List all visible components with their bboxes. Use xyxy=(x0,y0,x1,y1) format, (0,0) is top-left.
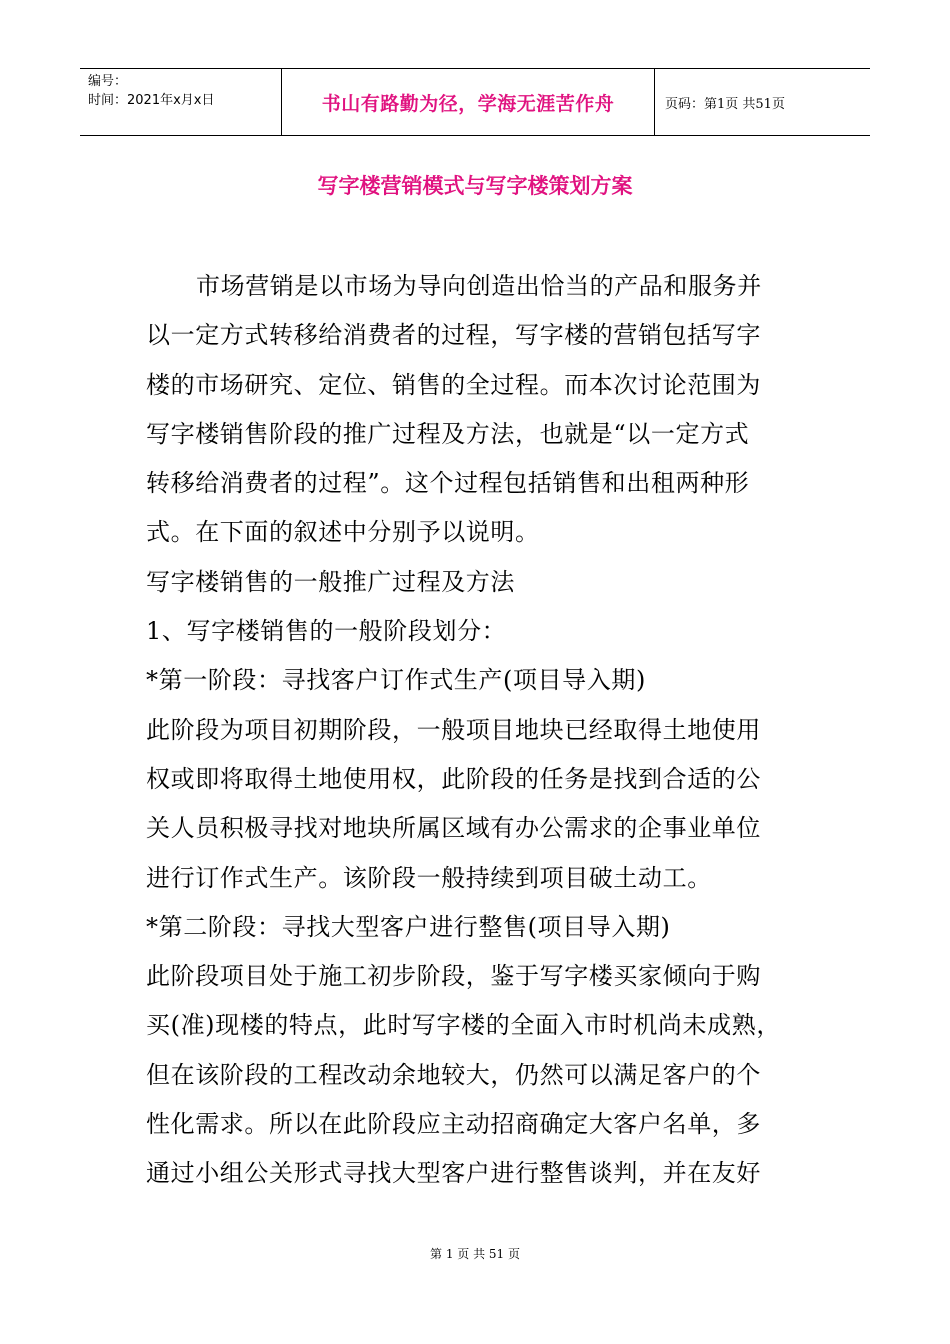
paragraph-line: 此阶段项目处于施工初步阶段，鉴于写字楼买家倾向于购 xyxy=(146,962,761,991)
document-body xyxy=(146,262,816,1199)
page-header xyxy=(80,68,870,136)
document-number: 编号： xyxy=(88,74,128,89)
paragraph-line: 以一定方式转移给消费者的过程，写字楼的营销包括写字 xyxy=(146,321,761,350)
paragraph-line: 通过小组公关形式寻找大型客户进行整售谈判，并在友好 xyxy=(146,1159,761,1188)
subsection-heading: 1、写字楼销售的一般阶段划分： xyxy=(146,617,507,646)
header-page-info xyxy=(655,69,870,135)
page-info: 页码：第1页 共51页 xyxy=(665,96,785,112)
paragraph-line: 转移给消费者的过程”。这个过程包括销售和出租两种形 xyxy=(146,469,750,498)
paragraph-line: 市场营销是以市场为导向创造出恰当的产品和服务并 xyxy=(196,272,762,300)
motto: 书山有路勤为径，学海无涯苦作舟 xyxy=(321,92,615,115)
stage-heading: *第二阶段：寻找大型客户进行整售(项目导入期) xyxy=(146,912,671,941)
document-title: 写字楼营销模式与写字楼策划方案 xyxy=(317,174,633,198)
section-heading: 写字楼销售的一般推广过程及方法 xyxy=(146,567,515,596)
paragraph-line: 权或即将取得土地使用权，此阶段的任务是找到合适的公 xyxy=(146,764,761,793)
paragraph-line: 性化需求。所以在此阶段应主动招商确定大客户名单，多 xyxy=(146,1110,761,1139)
page-footer: 第 1 页 共 51 页 xyxy=(430,1247,520,1261)
paragraph-line: 关人员积极寻找对地块所属区域有办公需求的企事业单位 xyxy=(146,814,761,843)
paragraph-line: 但在该阶段的工程改动余地较大，仍然可以满足客户的个 xyxy=(146,1060,761,1089)
paragraph-line: 进行订作式生产。该阶段一般持续到项目破土动工。 xyxy=(146,863,712,892)
stage-heading: *第一阶段：寻找客户订作式生产(项目导入期) xyxy=(146,666,646,695)
paragraph-line: 写字楼销售阶段的推广过程及方法，也就是“以一定方式 xyxy=(146,419,750,448)
header-meta xyxy=(80,69,282,135)
header-motto-cell xyxy=(282,69,655,135)
paragraph-line: 楼的市场研究、定位、销售的全过程。而本次讨论范围为 xyxy=(146,370,761,399)
paragraph-line: 此阶段为项目初期阶段，一般项目地块已经取得土地使用 xyxy=(146,715,761,744)
document-date: 时间：2021年x月x日 xyxy=(88,93,215,108)
paragraph-line: 买(准)现楼的特点，此时写字楼的全面入市时机尚未成熟， xyxy=(146,1011,781,1040)
paragraph-line: 式。在下面的叙述中分别予以说明。 xyxy=(146,518,540,547)
